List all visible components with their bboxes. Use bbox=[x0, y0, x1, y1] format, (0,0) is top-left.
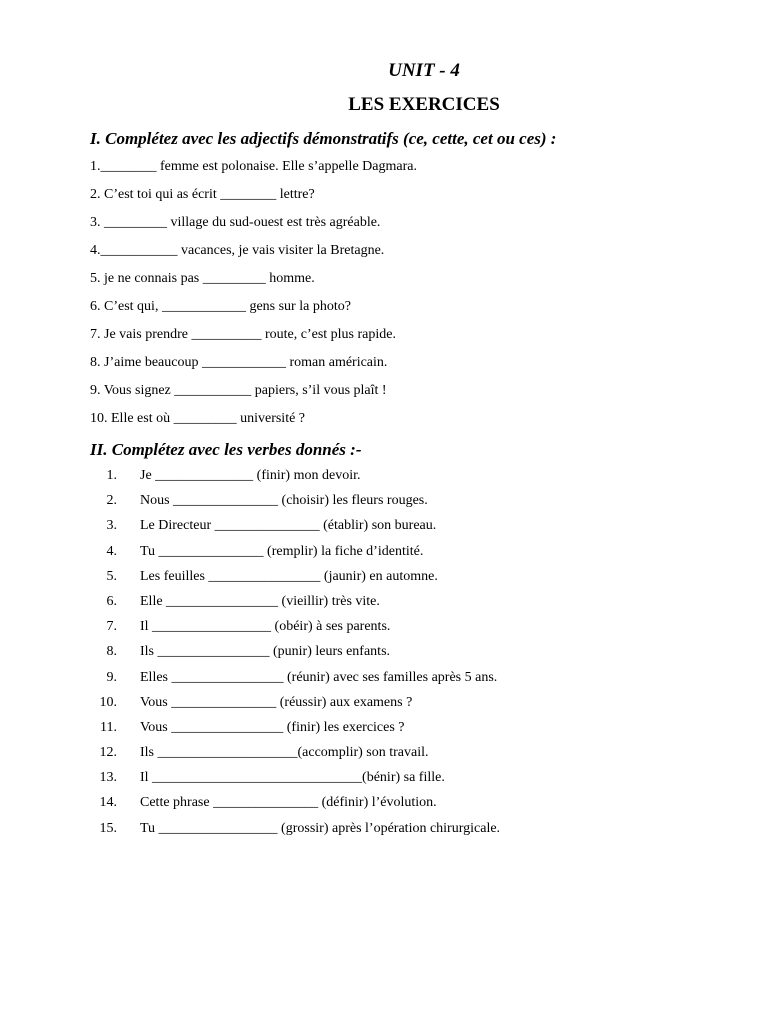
item-number: 2. bbox=[106, 493, 117, 509]
exercise-item bbox=[90, 616, 391, 641]
exercise-item bbox=[90, 667, 498, 692]
item-number: 13. bbox=[99, 770, 117, 786]
section-2-heading: II. Complétez avec les verbes donnés :- bbox=[90, 440, 362, 459]
item-number: 9. bbox=[106, 669, 117, 685]
exercise-item: 5. je ne connais pas _________ homme. bbox=[90, 271, 315, 286]
item-number: 11. bbox=[100, 719, 117, 735]
item-text: Elle ________________ (vieillir) très vite. bbox=[140, 593, 380, 609]
exercise-item bbox=[90, 541, 424, 566]
section-2-list bbox=[90, 465, 501, 843]
exercise-item bbox=[90, 818, 501, 843]
exercise-item bbox=[90, 767, 445, 792]
item-number: 10. bbox=[99, 694, 117, 710]
item-number: 6. bbox=[106, 593, 117, 609]
exercise-item bbox=[90, 692, 413, 717]
item-text: Les feuilles ________________ (jaunir) en automne. bbox=[140, 568, 438, 584]
item-text: Ils ____________________(accomplir) son travail. bbox=[140, 745, 429, 761]
section-1-heading: I. Complétez avec les adjectifs démonstratifs (ce, cette, cet ou ces) : bbox=[90, 129, 557, 148]
item-text: Le Directeur _______________ (établir) son bureau. bbox=[140, 518, 437, 534]
exercise-item bbox=[90, 742, 429, 767]
item-number: 7. bbox=[106, 619, 117, 635]
exercise-item: 2. C’est toi qui as écrit ________ lettre? bbox=[90, 187, 315, 202]
item-number: 15. bbox=[99, 820, 117, 836]
exercise-item: 10. Elle est où _________ université ? bbox=[90, 411, 306, 426]
exercise-item: 3. _________ village du sud-ouest est très agréable. bbox=[90, 215, 381, 230]
exercise-item bbox=[90, 490, 428, 515]
item-text: Vous _______________ (réussir) aux examens ? bbox=[140, 694, 413, 710]
exercise-item bbox=[90, 566, 438, 591]
unit-title: UNIT - 4 bbox=[388, 60, 460, 81]
exercise-item: 6. C’est qui, ____________ gens sur la photo? bbox=[90, 299, 351, 314]
item-number: 12. bbox=[99, 745, 117, 761]
exercise-item: 8. J’aime beaucoup ____________ roman américain. bbox=[90, 355, 388, 370]
document-title: LES EXERCICES bbox=[348, 94, 500, 115]
item-text: Il _________________ (obéir) à ses parents. bbox=[140, 619, 391, 635]
item-text: Tu _________________ (grossir) après l’opération chirurgicale. bbox=[140, 820, 501, 836]
item-text: Il ______________________________(bénir) sa fille. bbox=[140, 770, 445, 786]
item-text: Je ______________ (finir) mon devoir. bbox=[140, 468, 361, 483]
exercise-item: 4.___________ vacances, je vais visiter la Bretagne. bbox=[90, 243, 385, 258]
item-number: 3. bbox=[106, 518, 117, 534]
exercise-item: 9. Vous signez ___________ papiers, s’il vous plaît ! bbox=[90, 383, 387, 398]
exercise-item bbox=[90, 792, 437, 817]
exercise-item bbox=[90, 515, 437, 540]
exercise-item bbox=[90, 641, 391, 666]
exercise-item: 7. Je vais prendre __________ route, c’est plus rapide. bbox=[90, 327, 396, 342]
item-text: Nous _______________ (choisir) les fleurs rouges. bbox=[140, 493, 428, 509]
item-number: 4. bbox=[106, 543, 117, 559]
exercise-item: 1.________ femme est polonaise. Elle s’appelle Dagmara. bbox=[90, 159, 417, 174]
section-1-list bbox=[90, 156, 417, 436]
exercise-item bbox=[90, 591, 380, 616]
item-text: Vous ________________ (finir) les exercices ? bbox=[140, 719, 405, 735]
item-text: Ils ________________ (punir) leurs enfants. bbox=[140, 644, 391, 660]
item-number: 8. bbox=[106, 644, 117, 660]
exercise-item bbox=[90, 465, 361, 490]
item-number: 14. bbox=[99, 795, 117, 811]
exercise-item bbox=[90, 717, 405, 742]
item-text: Cette phrase _______________ (définir) l’évolution. bbox=[140, 795, 437, 811]
item-number: 1. bbox=[106, 468, 117, 483]
item-text: Tu _______________ (remplir) la fiche d’identité. bbox=[140, 543, 424, 559]
item-text: Elles ________________ (réunir) avec ses familles après 5 ans. bbox=[140, 669, 498, 685]
item-number: 5. bbox=[106, 568, 117, 584]
